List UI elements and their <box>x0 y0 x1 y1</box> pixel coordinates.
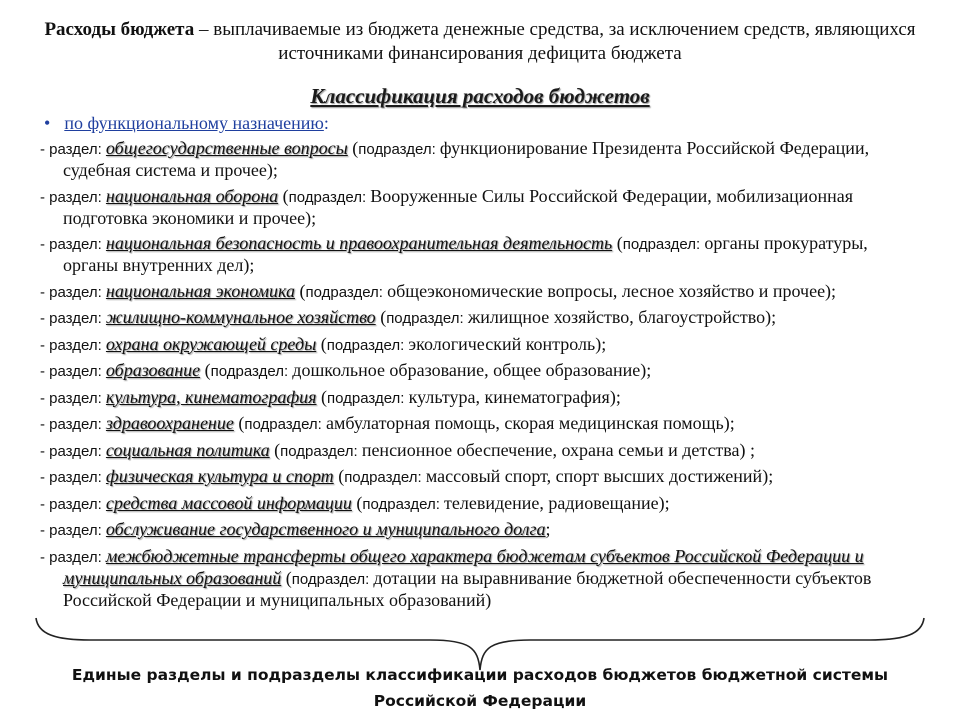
section-name: образование <box>105 360 201 380</box>
section-name: национальная экономика <box>105 280 295 301</box>
section-name: жилищно-коммунальное хозяйство <box>105 307 376 327</box>
section-name: социальная политика <box>105 439 270 460</box>
subsection-desc: массовый спорт, спорт высших достижений); <box>425 466 774 486</box>
section-name: культура, кинематография <box>105 386 317 407</box>
list-item: - раздел: культура, кинематография (подраздел: культура, кинематография); <box>40 386 621 407</box>
list-item: - раздел: здравоохранение (подраздел: амбулаторная помощь, скорая медицинская помощь); <box>40 413 735 433</box>
subsection-desc: функционирование Президента Российской Федерации, судебная система и прочее); <box>63 138 870 180</box>
classification-heading: Классификация расходов бюджетов <box>310 84 650 108</box>
subsection-desc: общеэкономические вопросы, лесное хозяйство и прочее); <box>387 280 837 301</box>
section-name: физическая культура и спорт <box>105 466 334 486</box>
list-item: - раздел: социальная политика (подраздел: пенсионное обеспечение, охрана семьи и детства) ; <box>40 439 756 460</box>
subsection-desc: Вооруженные Силы Российской Федерации, мобилизационная подготовка экономики и прочее); <box>63 185 853 228</box>
list-item: - раздел: национальная оборона (подраздел: Вооруженные Силы Российской Федерации, мобилизационная подготовка экономики и прочее); <box>40 185 853 228</box>
subsection-desc: амбулаторная помощь, скорая медицинская помощь); <box>326 413 735 433</box>
list-item: - раздел: физическая культура и спорт (подраздел: массовый спорт, спорт высших достижений); <box>40 466 774 486</box>
bullet-dot-icon: • <box>44 113 51 133</box>
section-name: межбюджетные трансферты общего характера бюджетам субъектов Российской Федерации и муниципальных образований <box>63 545 864 588</box>
subsection-desc: культура, кинематография); <box>408 386 621 407</box>
list-item: - раздел: охрана окружающей среды (подраздел: экологический контроль); <box>40 333 607 354</box>
subsection-desc: дошкольное образование, общее образование); <box>292 360 652 380</box>
section-name: средства массовой информации <box>105 492 352 513</box>
list-item: - раздел: образование (подраздел: дошкольное образование, общее образование); <box>40 360 652 380</box>
section-list <box>40 138 920 615</box>
section-name: общегосударственные вопросы <box>105 138 348 158</box>
title-definition: – выплачиваемые из бюджета денежные средства, за исключением средств, являющихся источниками финансирования дефицита бюджета <box>194 19 916 64</box>
title-term: Расходы бюджета <box>44 19 195 40</box>
subsection-desc: жилищное хозяйство, благоустройство); <box>467 307 777 327</box>
list-item: - раздел: общегосударственные вопросы (подраздел: функционирование Президента Российской Федерации, судебная система и прочее); <box>40 138 870 180</box>
list-item: - раздел: национальная безопасность и правоохранительная деятельность (подраздел: органы прокуратуры, органы внутренних дел); <box>40 233 868 275</box>
section-name: национальная оборона <box>105 185 279 206</box>
subsection-desc: телевидение, радиовещание); <box>444 492 670 513</box>
list-item: - раздел: обслуживание государственного и муниципального долга; <box>40 519 551 539</box>
subsection-desc: органы прокуратуры, органы внутренних дел); <box>63 233 868 275</box>
section-name: охрана окружающей среды <box>105 333 317 354</box>
section-name: обслуживание государственного и муниципального долга <box>105 519 546 539</box>
footer-caption: Единые разделы и подразделы классификации расходов бюджетов бюджетной системы Российской Федерации <box>71 666 889 710</box>
functional-purpose-link[interactable]: по функциональному назначению <box>64 113 324 133</box>
list-item: - раздел: межбюджетные трансферты общего характера бюджетам субъектов Российской Федерации и муниципальных образований (подраздел: дотации на выравнивание бюджетной обеспеченности субъектов Российской Федерации и муниципальных образований) <box>40 545 872 610</box>
subsection-desc: пенсионное обеспечение, охрана семьи и детства) ; <box>361 439 756 460</box>
subsection-desc: дотации на выравнивание бюджетной обеспеченности субъектов Российской Федерации и муниципальных образований) <box>63 567 872 610</box>
section-name: здравоохранение <box>105 413 234 433</box>
page-title <box>40 18 920 66</box>
bullet-colon: : <box>323 113 329 133</box>
list-item: - раздел: средства массовой информации (подраздел: телевидение, радиовещание); <box>40 492 670 513</box>
functional-purpose-bullet <box>44 113 329 134</box>
section-name: национальная безопасность и правоохранительная деятельность <box>105 233 613 253</box>
list-item: - раздел: национальная экономика (подраздел: общеэкономические вопросы, лесное хозяйство и прочее); <box>40 280 837 301</box>
list-item: - раздел: жилищно-коммунальное хозяйство (подраздел: жилищное хозяйство, благоустройство); <box>40 307 777 327</box>
subsection-desc: экологический контроль); <box>408 333 607 354</box>
